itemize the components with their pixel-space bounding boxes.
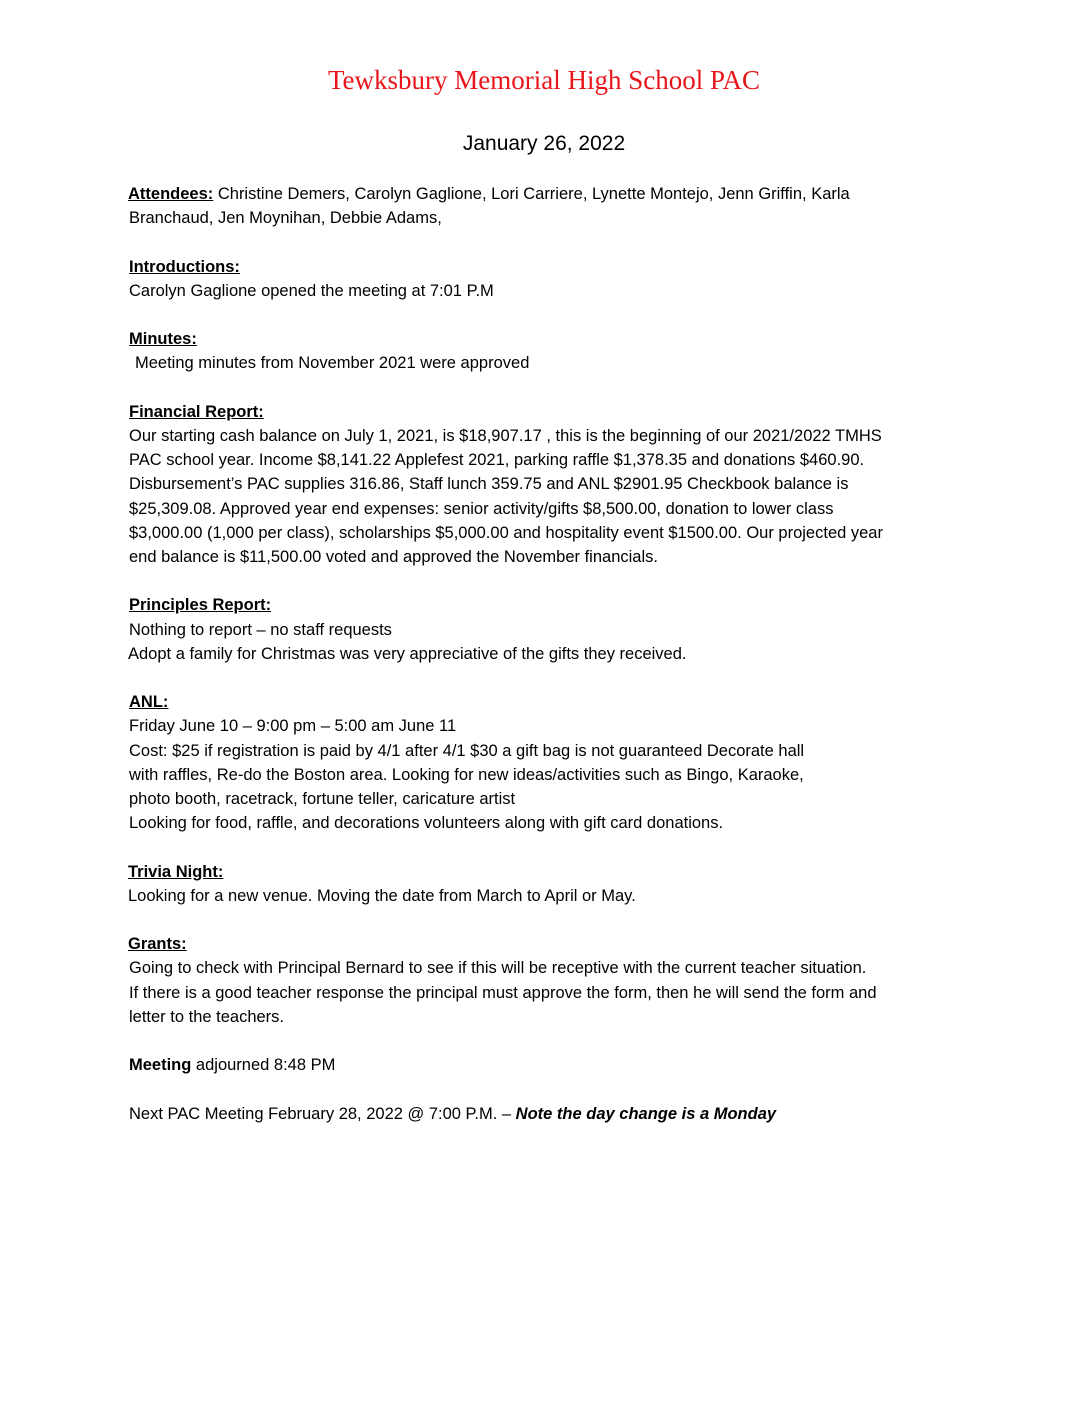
principles-line: Adopt a family for Christmas was very appreciative of the gifts they received. bbox=[128, 644, 687, 663]
adjourn-line bbox=[129, 1053, 969, 1077]
grants-line: letter to the teachers. bbox=[129, 1007, 285, 1026]
anl-section bbox=[129, 690, 969, 835]
trivia-text: Looking for a new venue. Moving the date from March to April or May. bbox=[128, 886, 636, 905]
next-meeting-note: Note the day change is a Monday bbox=[515, 1104, 777, 1123]
trivia-heading: Trivia Night: bbox=[128, 862, 224, 881]
anl-line: photo booth, racetrack, fortune teller, caricature artist bbox=[129, 790, 516, 808]
anl-line: Friday June 10 – 9:00 pm – 5:00 am June 11 bbox=[129, 717, 457, 736]
anl-heading: ANL: bbox=[129, 693, 169, 712]
grants-section bbox=[129, 932, 969, 1029]
minutes-heading: Minutes: bbox=[129, 330, 197, 349]
attendees-line-2: Branchaud, Jen Moynihan, Debbie Adams, bbox=[129, 209, 442, 228]
attendees-label: Attendees: bbox=[128, 185, 214, 203]
trivia-section bbox=[129, 860, 969, 908]
anl-line: Cost: $25 if registration is paid by 4/1 after 4/1 $30 a gift bag is not guaranteed Decorate hall bbox=[129, 741, 805, 760]
financial-line: Our starting cash balance on July 1, 2021, is $18,907.17 , this is the beginning of our 2021/2022 TMHS bbox=[129, 426, 882, 445]
anl-line: Looking for food, raffle, and decorations volunteers along with gift card donations. bbox=[129, 814, 724, 833]
attendees-section bbox=[129, 182, 969, 230]
principles-section bbox=[129, 593, 969, 666]
next-meeting-text: Next PAC Meeting February 28, 2022 @ 7:00 P.M. – bbox=[129, 1104, 516, 1123]
minutes-text: Meeting minutes from November 2021 were approved bbox=[135, 354, 530, 373]
financial-section bbox=[129, 400, 969, 569]
grants-line: Going to check with Principal Bernard to see if this will be receptive with the current teacher situation. bbox=[129, 959, 867, 978]
introductions-text: Carolyn Gaglione opened the meeting at 7:01 P.M bbox=[129, 281, 494, 300]
adjourn-section bbox=[129, 1053, 969, 1077]
grants-line: If there is a good teacher response the principal must approve the form, then he will send the form and bbox=[129, 983, 877, 1002]
introductions-section bbox=[129, 255, 969, 303]
financial-line: PAC school year. Income $8,141.22 Applefest 2021, parking raffle $1,378.35 and donations $460.90. bbox=[129, 451, 865, 470]
anl-line: with raffles, Re-do the Boston area. Looking for new ideas/activities such as Bingo, Karaoke, bbox=[129, 765, 804, 784]
financial-line: $25,309.08. Approved year end expenses: senior activity/gifts $8,500.00, donation to lower class bbox=[129, 499, 834, 518]
principles-line: Nothing to report – no staff requests bbox=[129, 620, 392, 639]
financial-heading: Financial Report: bbox=[129, 402, 264, 421]
financial-line: Disbursement’s PAC supplies 316.86, Staff lunch 359.75 and ANL $2901.95 Checkbook balance is bbox=[129, 475, 849, 494]
adjourn-label: Meeting bbox=[129, 1056, 192, 1075]
financial-line: $3,000.00 (1,000 per class), scholarships $5,000.00 and hospitality event $1500.00. Our projected year bbox=[129, 523, 883, 542]
meeting-date: January 26, 2022 bbox=[462, 132, 626, 155]
next-meeting-section bbox=[129, 1102, 969, 1126]
introductions-heading: Introductions: bbox=[129, 257, 240, 276]
financial-line: end balance is $11,500.00 voted and approved the November financials. bbox=[129, 548, 658, 566]
adjourn-text: adjourned 8:48 PM bbox=[191, 1056, 336, 1075]
document-title: Tewksbury Memorial High School PAC bbox=[327, 65, 761, 95]
attendees-line-1 bbox=[128, 182, 969, 206]
next-meeting-line bbox=[129, 1102, 969, 1126]
minutes-section bbox=[129, 327, 969, 375]
attendees-names: Christine Demers, Carolyn Gaglione, Lori Carriere, Lynette Montejo, Jenn Griffin, Karla bbox=[213, 185, 850, 203]
minutes-body bbox=[129, 182, 969, 1150]
principles-heading: Principles Report: bbox=[129, 596, 272, 615]
grants-heading: Grants: bbox=[128, 935, 187, 954]
